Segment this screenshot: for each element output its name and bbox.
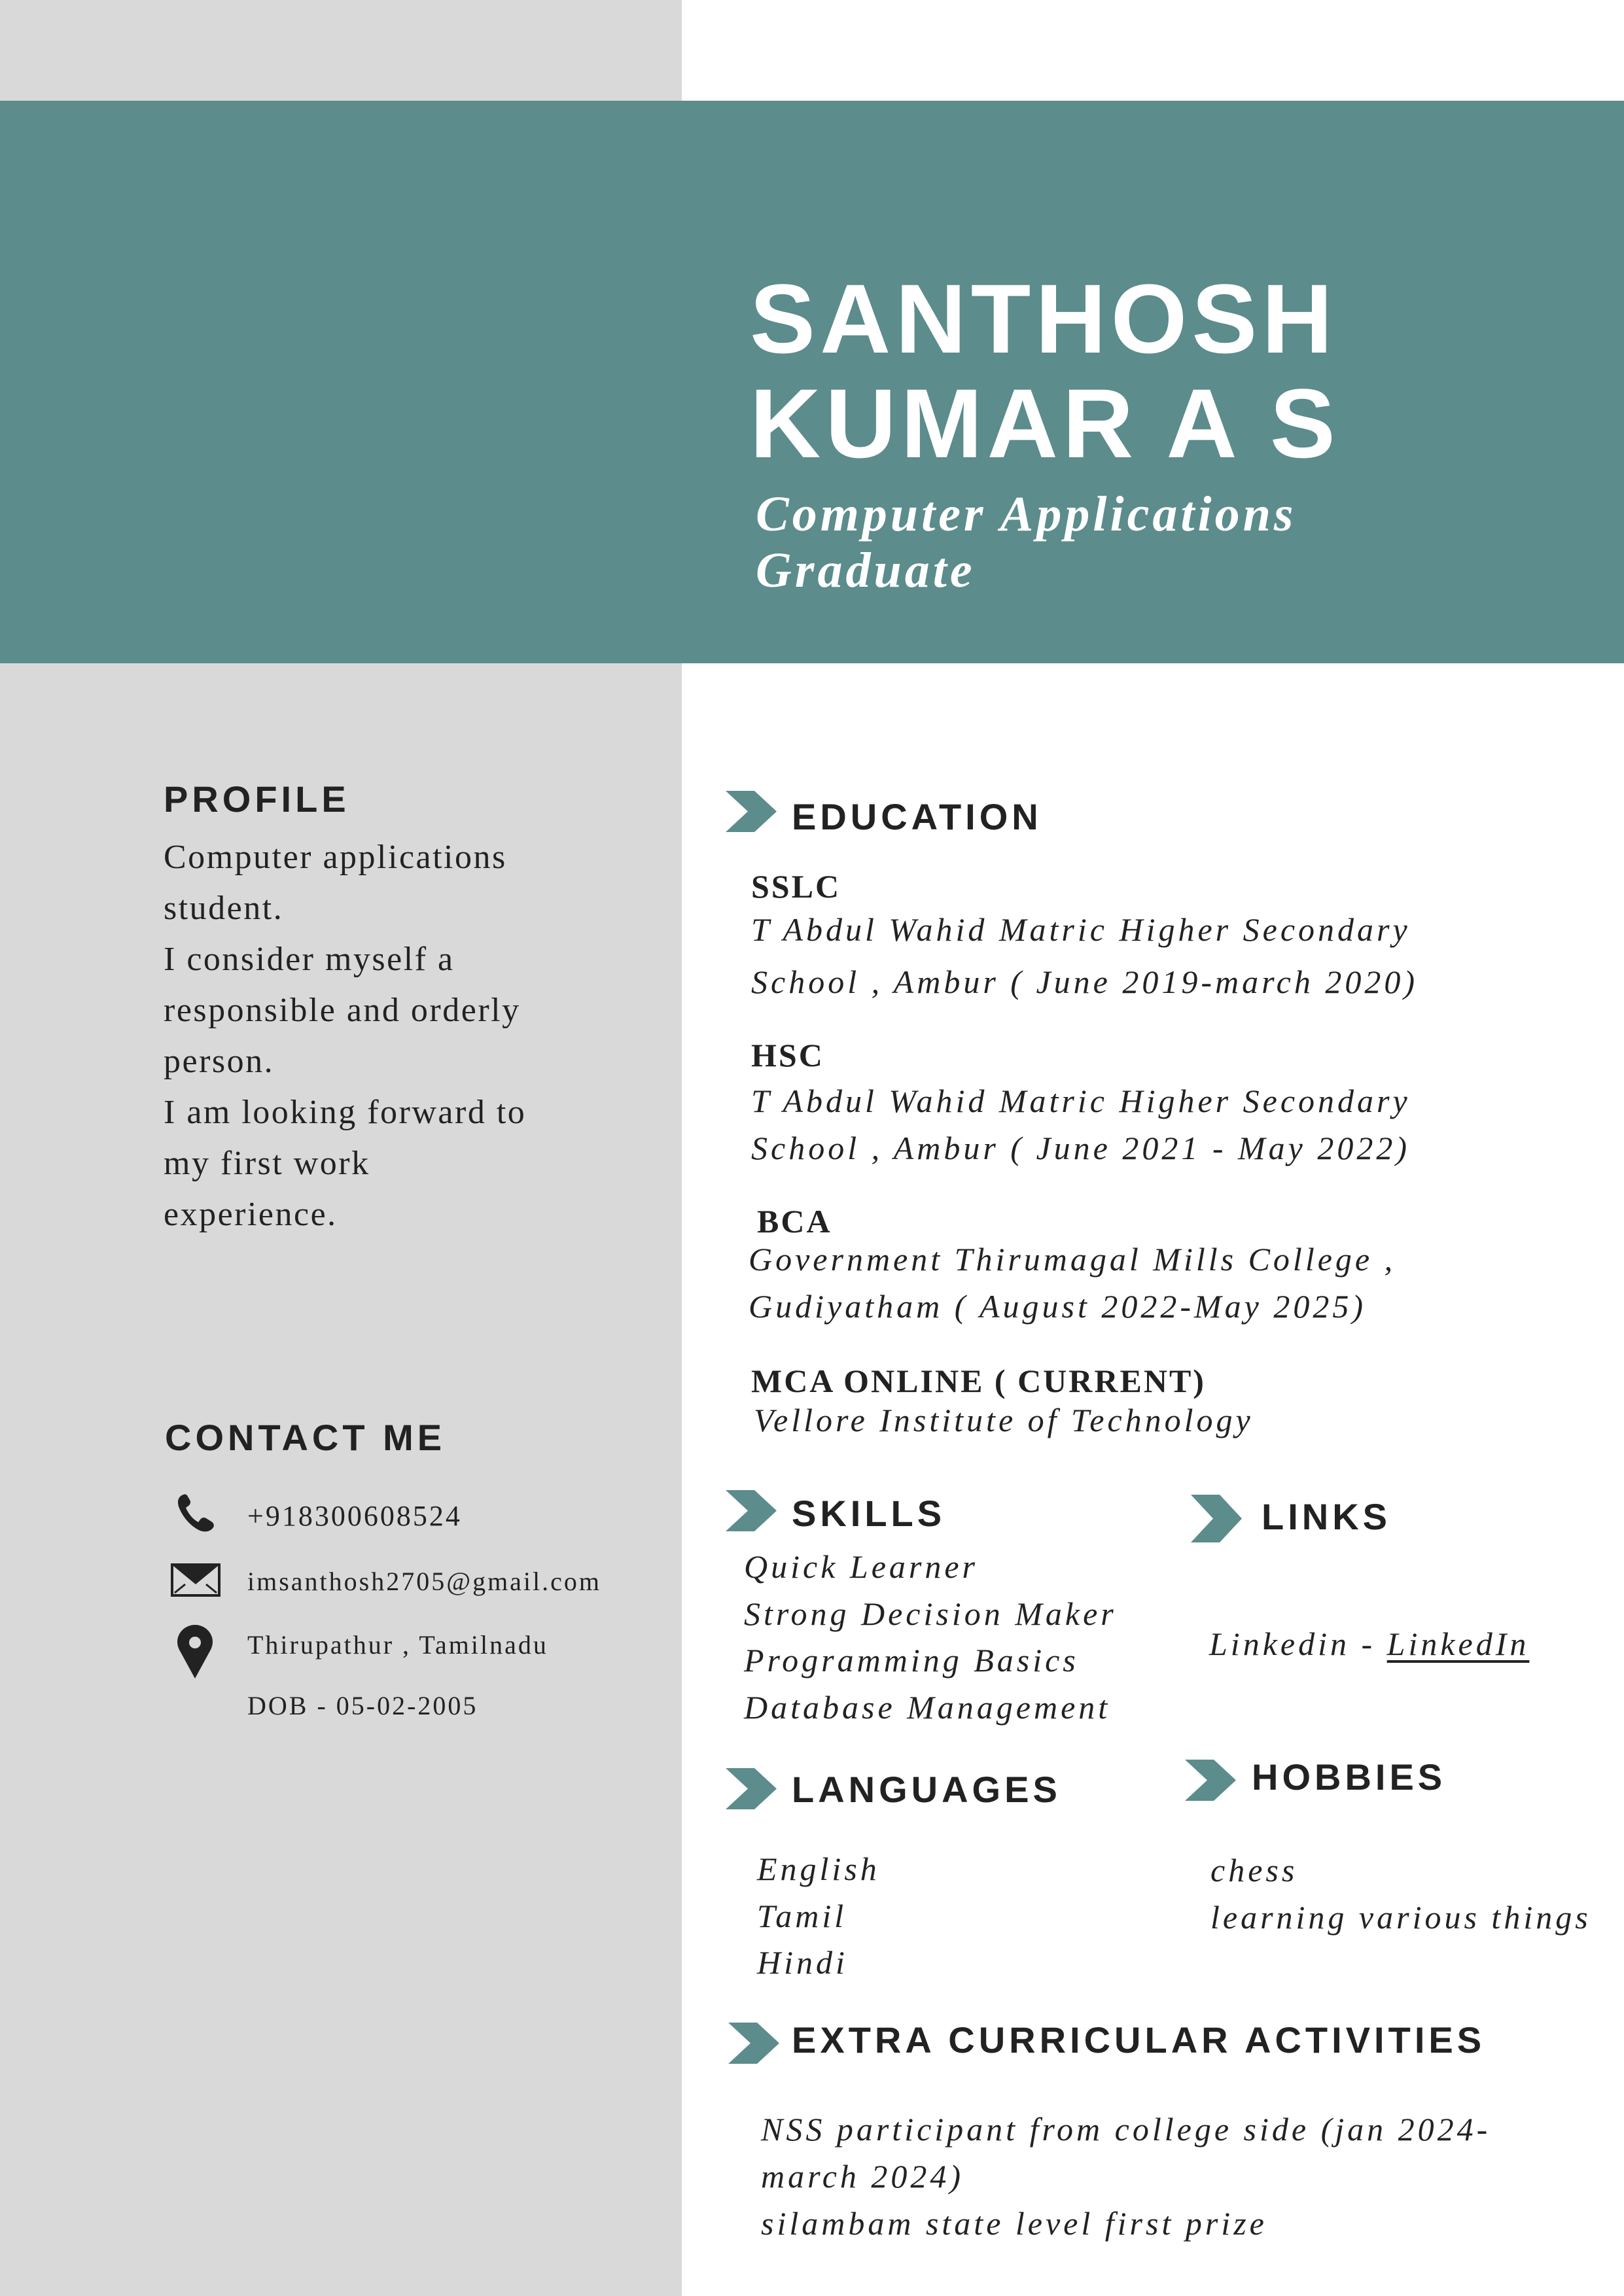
education-degree: BCA <box>757 1203 832 1240</box>
name-line-2: KUMAR A S <box>750 368 1340 478</box>
education-detail: School , Ambur ( June 2021 - May 2022) <box>751 1130 1410 1166</box>
profile-line: I am looking forward to <box>164 1094 527 1131</box>
phone-icon <box>177 1493 215 1533</box>
job-title-line-1: Computer Applications <box>756 487 1297 542</box>
hobby-item: learning various things <box>1210 1899 1591 1936</box>
education-heading: EDUCATION <box>792 796 1042 837</box>
links-heading: LINKS <box>1262 1496 1391 1537</box>
skill-item: Quick Learner <box>744 1548 978 1585</box>
skill-item: Database Management <box>744 1689 1111 1726</box>
education-detail: T Abdul Wahid Matric Higher Secondary <box>751 1083 1411 1119</box>
date-of-birth: DOB - 05-02-2005 <box>247 1691 478 1720</box>
education-detail: T Abdul Wahid Matric Higher Secondary <box>751 911 1411 948</box>
phone-number: +918300608524 <box>247 1500 462 1532</box>
email-address: imsanthosh2705@gmail.com <box>247 1567 602 1596</box>
extra-curricular-heading: EXTRA CURRICULAR ACTIVITIES <box>792 2019 1486 2061</box>
profile-line: responsible and orderly <box>164 992 521 1029</box>
profile-line: person. <box>164 1043 275 1080</box>
profile-line: I consider myself a <box>164 941 455 978</box>
chevron-icon <box>726 1490 777 1531</box>
chevron-icon <box>1185 1760 1236 1801</box>
map-pin-icon <box>177 1625 213 1679</box>
chevron-icon <box>726 791 777 832</box>
education-degree: SSLC <box>751 868 841 905</box>
hobbies-heading: HOBBIES <box>1252 1756 1447 1798</box>
education-degree: HSC <box>751 1037 824 1073</box>
skill-item: Strong Decision Maker <box>744 1595 1117 1632</box>
hobby-item: chess <box>1210 1852 1298 1888</box>
chevron-icon <box>1191 1495 1242 1542</box>
profile-line: my first work <box>164 1145 370 1182</box>
contact-heading: CONTACT ME <box>165 1417 446 1458</box>
languages-heading: LANGUAGES <box>792 1769 1061 1810</box>
profile-line: Computer applications <box>164 839 507 876</box>
linkedin-row <box>1209 1627 1529 1660</box>
job-title-line-2: Graduate <box>756 543 976 598</box>
profile-text <box>164 832 526 1240</box>
activity-line: march 2024) <box>761 2158 964 2195</box>
name-line-1: SANTHOSH <box>750 264 1337 374</box>
education-detail: Gudiyatham ( August 2022-May 2025) <box>749 1288 1366 1325</box>
skill-item: Programming Basics <box>744 1642 1079 1679</box>
education-detail: School , Ambur ( June 2019-march 2020) <box>751 964 1419 1000</box>
language-item: Hindi <box>757 1944 848 1981</box>
profile-line: student. <box>164 890 284 927</box>
skills-heading: SKILLS <box>792 1493 946 1534</box>
chevron-icon <box>728 2023 779 2064</box>
chevron-icon <box>726 1768 777 1809</box>
location: Thirupathur , Tamilnadu <box>247 1630 548 1660</box>
activity-line: silambam state level first prize <box>761 2205 1267 2242</box>
activity-line: NSS participant from college side (jan 2024- <box>761 2111 1491 2148</box>
language-item: Tamil <box>757 1898 847 1934</box>
education-detail: Government Thirumagal Mills College , <box>749 1241 1396 1278</box>
envelope-icon <box>171 1563 221 1597</box>
linkedin-label: Linkedin - <box>1209 1626 1387 1662</box>
linkedin-link[interactable]: LinkedIn <box>1386 1626 1530 1662</box>
education-degree: MCA ONLINE ( CURRENT) <box>751 1363 1206 1399</box>
profile-line: experience. <box>164 1196 338 1233</box>
language-item: English <box>757 1851 880 1887</box>
education-detail: Vellore Institute of Technology <box>754 1402 1254 1438</box>
profile-heading: PROFILE <box>164 778 350 820</box>
